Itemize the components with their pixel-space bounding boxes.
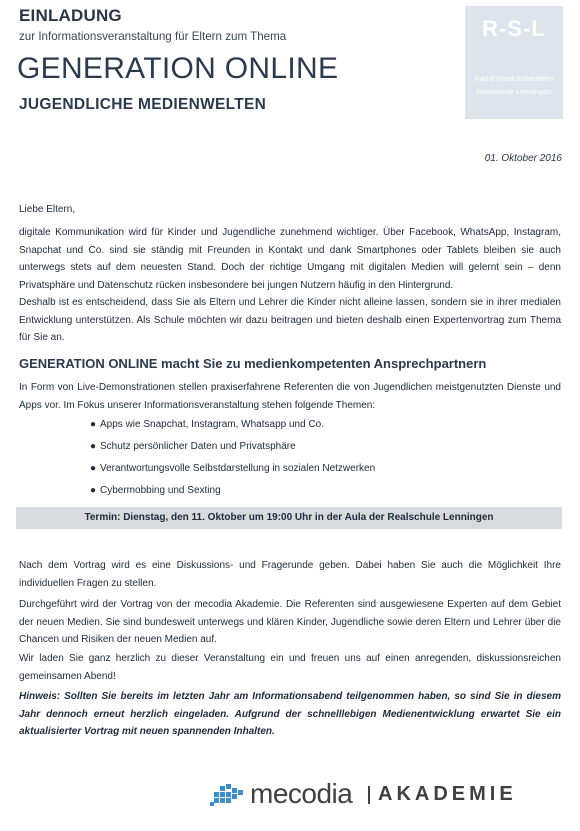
mecodia-wordmark: mecodia — [250, 778, 353, 809]
list-item — [90, 461, 375, 483]
paragraph-discussion: Nach dem Vortrag wird es eine Diskussions- und Fragerunde geben. Dabei haben Sie auch die Möglichkeit Ihre individuellen Fragen zu stellen. — [19, 560, 561, 589]
paragraph-motivation: Deshalb ist es entscheidend, dass Sie als Eltern und Lehrer die Kinder nicht alleine lassen, sondern sie in ihrer medialen Entwicklung unterstützen. Als Schule möchten wir dazu beitragen und bieten deshalb einen Expertenvortrag zum Thema für Sie an. — [19, 297, 561, 343]
akademie-wordmark: AKADEMIE — [378, 783, 517, 805]
school-logo — [465, 6, 563, 119]
bullet-icon: ● — [90, 463, 97, 474]
letter-date: 01. Oktober 2016 — [484, 153, 562, 164]
mecodia-logo — [210, 774, 517, 814]
school-logo-name-line1: Karl-Erhard-Scheufelen — [474, 74, 554, 83]
list-item — [90, 439, 375, 461]
header-subline: zur Informationsveranstaltung für Eltern zum Thema — [19, 30, 287, 43]
school-logo-letters: R-S-L — [482, 16, 546, 41]
topic-label: Apps wie Snapchat, Instagram, Whatsapp und Co. — [100, 419, 325, 430]
paragraph-invitation: Wir laden Sie ganz herzlich zu dieser Veranstaltung ein und freuen uns auf einen anregenden, diskussionsreichen gemeinsamen Abend! — [19, 653, 561, 682]
hint-note: Hinweis: Sollten Sie bereits im letzten Jahr am Informationsabend teilgenommen haben, so sind Sie in diesem Jahr dennoch erneut herzlich eingeladen. Aufgrund der schnelllebigen Medienentwicklung erwartet Sie ein aktualisierter Vortrag mit neuen spannenden Inhalten. — [19, 691, 561, 737]
page-title: GENERATION ONLINE — [17, 52, 339, 85]
appointment-banner: Termin: Dienstag, den 11. Oktober um 19:00 Uhr in der Aula der Realschule Lenningen — [16, 507, 562, 529]
topic-label: Schutz persönlicher Daten und Privatsphäre — [100, 441, 296, 452]
paragraph-format: In Form von Live-Demonstrationen stellen praxiserfahrene Referenten die von Jugendlichen meistgenutzten Dienste und Apps vor. Im Fokus unserer Informationsveranstaltung stehen folgende Themen: — [19, 382, 561, 411]
topic-label: Verantwortungsvolle Selbstdarstellung in sozialen Netzwerken — [100, 463, 376, 474]
list-item — [90, 417, 375, 439]
paragraph-intro: digitale Kommunikation wird für Kinder und Jugendliche zunehmend wichtiger. Über Facebook, WhatsApp, Instagram, Snapchat und Co. sind sie ständig mit Freunden in Kontakt und dank Smartphones oder Tablets bleiben sie auch unterwegs stets auf dem neuesten Stand. Doch der richtige Umgang mit digitalen Medien will gelernt sein – denn Privatsphäre und Datenschutz rücken insbesondere bei jungen Nutzern häufig in den Hintergrund. — [19, 227, 561, 291]
topic-list — [90, 417, 375, 505]
school-logo-name-line2: Realschule Lenningen — [476, 87, 552, 96]
brand-divider — [368, 786, 370, 804]
paragraph-provider: Durchgeführt wird der Vortrag von der mecodia Akademie. Die Referenten sind ausgewiesene Experten auf dem Gebiet der neuen Medien. Sie sind bundesweit unterwegs und klären Kinder, Jugendliche sowie deren Eltern und Lehrer über die Chancen und Risiken der neuen Medien auf. — [19, 599, 561, 645]
header-einladung: EINLADUNG — [19, 6, 122, 25]
mecodia-logo-icon — [210, 780, 252, 808]
topic-label: Cybermobbing und Sexting — [100, 485, 221, 496]
bullet-icon: ● — [90, 485, 97, 496]
bullet-icon: ● — [90, 419, 97, 430]
bullet-icon: ● — [90, 441, 97, 452]
list-item — [90, 483, 375, 505]
page-subtitle: JUGENDLICHE MEDIENWELTEN — [19, 96, 267, 113]
section-heading: GENERATION ONLINE macht Sie zu medienkompetenten Ansprechpartnern — [19, 356, 487, 371]
school-logo-name — [469, 72, 559, 98]
salutation: Liebe Eltern, — [19, 204, 76, 215]
